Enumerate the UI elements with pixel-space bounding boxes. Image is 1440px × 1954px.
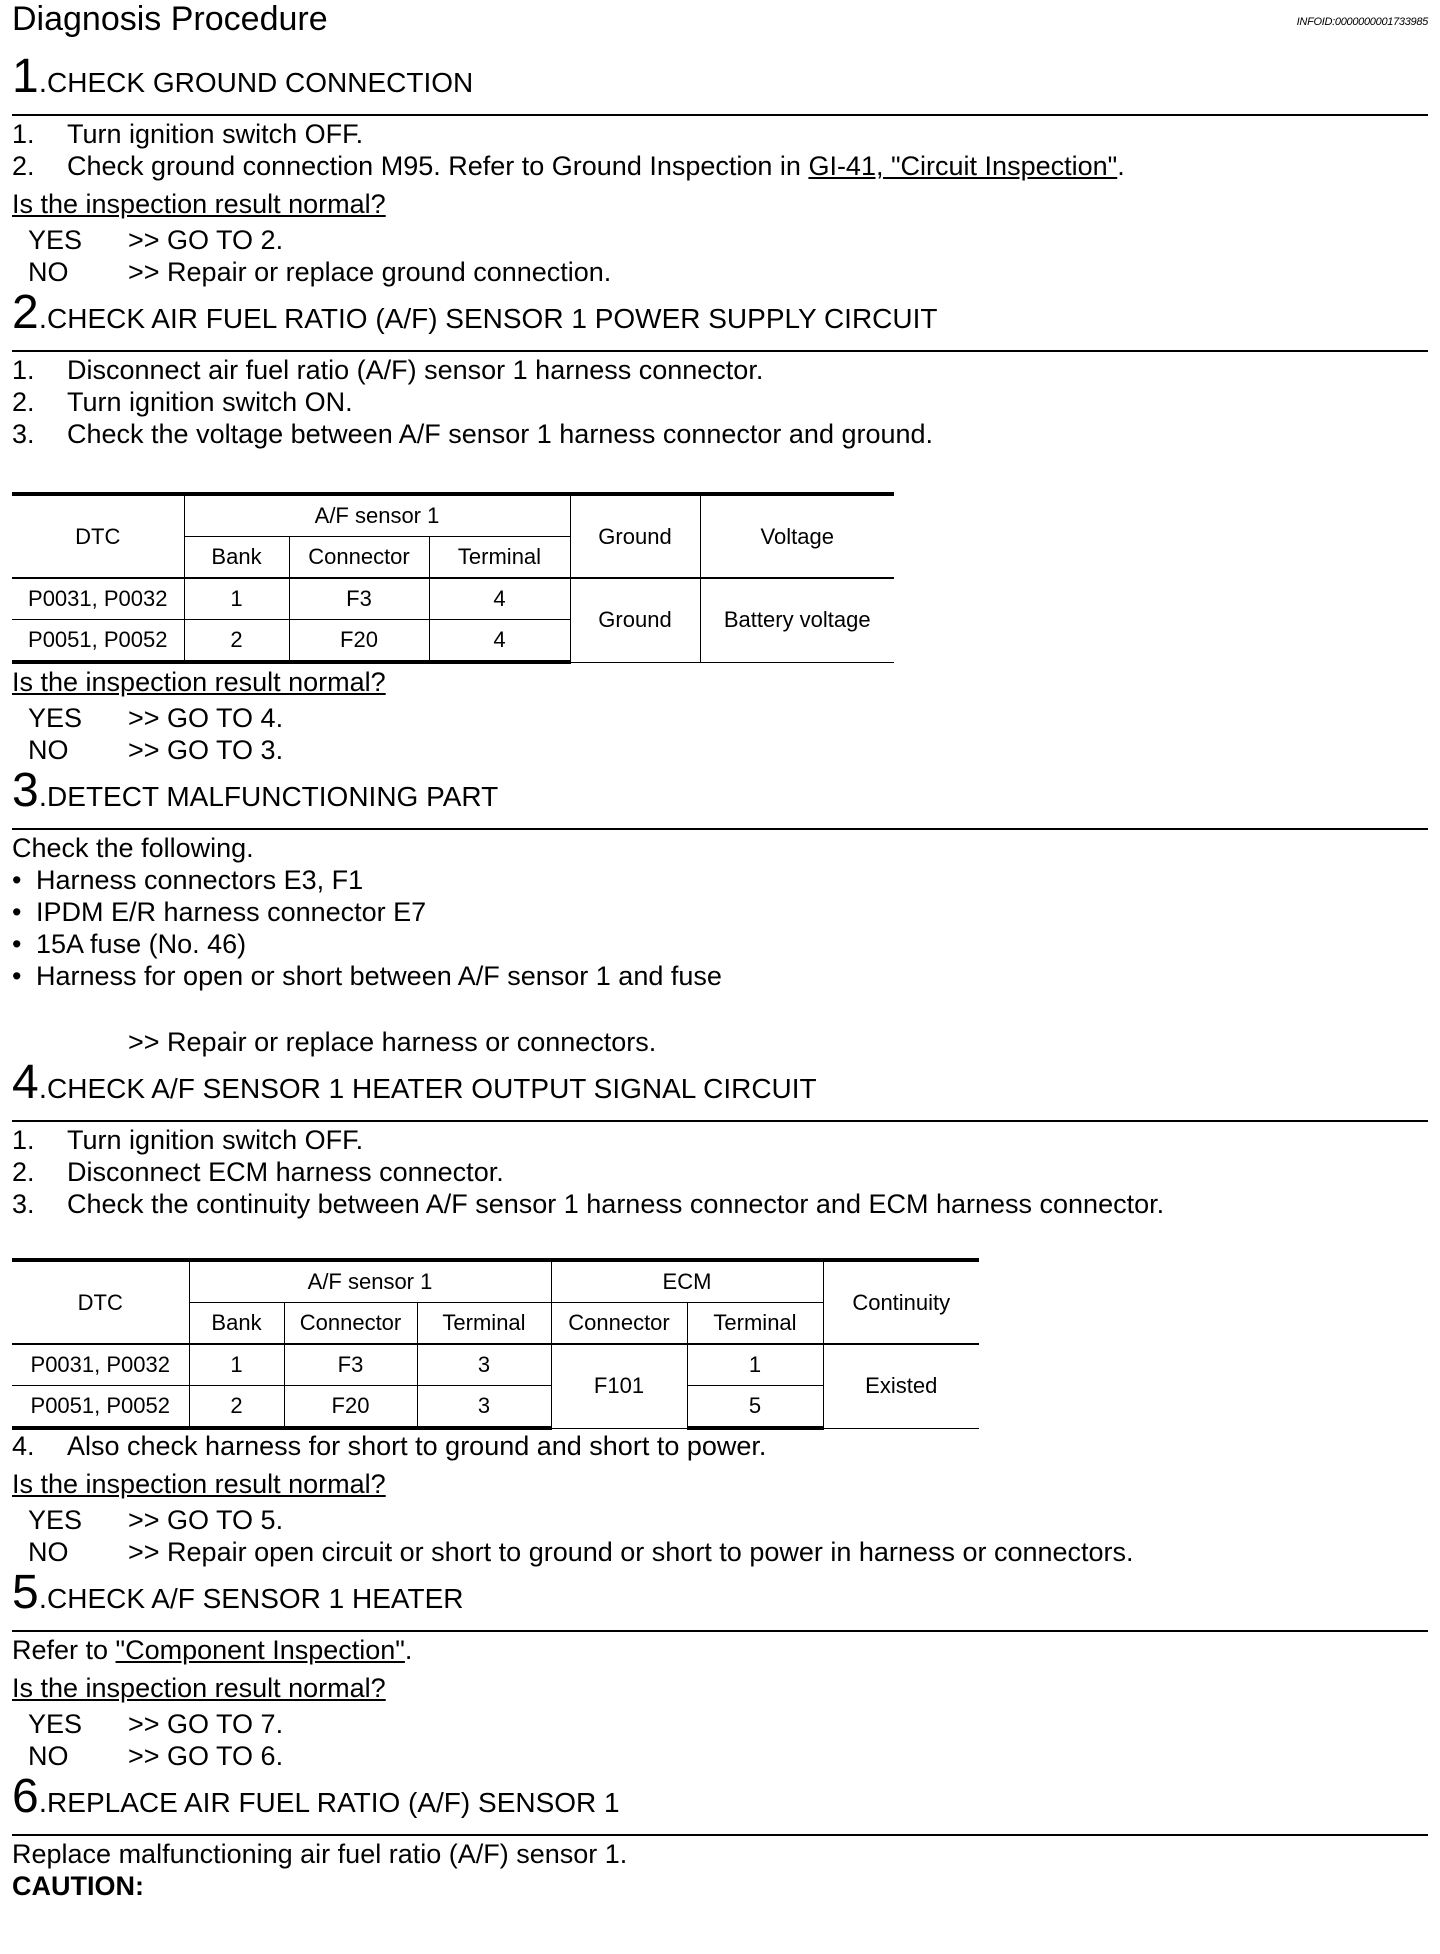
cell-ecm-terminal: 1 bbox=[687, 1344, 823, 1386]
item-text: Check the continuity between A/F sensor 1 harness connector and ECM harness connector. bbox=[67, 1189, 1165, 1219]
yes-answer bbox=[12, 702, 1428, 734]
item-text: Also check harness for short to ground and short to power. bbox=[67, 1431, 767, 1461]
no-answer bbox=[12, 256, 1428, 288]
yes-action: >> GO TO 4. bbox=[128, 703, 284, 733]
item-text: Harness connectors E3, F1 bbox=[36, 865, 364, 895]
cell-dtc: P0031, P0032 bbox=[12, 578, 184, 620]
table-row bbox=[12, 578, 894, 620]
cell-ecm-terminal: 5 bbox=[687, 1386, 823, 1429]
caution-label: CAUTION: bbox=[12, 1871, 144, 1901]
yes-action: >> GO TO 7. bbox=[128, 1709, 284, 1739]
item-text bbox=[67, 150, 1125, 182]
cell-connector: F20 bbox=[289, 620, 429, 663]
header-dtc: DTC bbox=[12, 494, 184, 578]
step-6-text: Replace malfunctioning air fuel ratio (A/F) sensor 1. bbox=[12, 1839, 628, 1869]
inspection-question: Is the inspection result normal? bbox=[12, 1469, 386, 1499]
info-id: INFOID:0000000001733985 bbox=[1296, 16, 1428, 28]
yes-answer bbox=[12, 1504, 1428, 1536]
step-1-instructions bbox=[12, 118, 1428, 182]
cell-dtc: P0031, P0032 bbox=[12, 1344, 189, 1386]
list-item bbox=[12, 1188, 1428, 1220]
step-number: 1 bbox=[12, 50, 39, 103]
header-connector: Connector bbox=[289, 537, 429, 579]
no-label: NO bbox=[28, 257, 69, 287]
cell-bank: 2 bbox=[189, 1386, 284, 1429]
step-title: CHECK A/F SENSOR 1 HEATER bbox=[47, 1583, 464, 1614]
header-ecm-connector: Connector bbox=[551, 1303, 687, 1345]
item-text: Harness for open or short between A/F sensor 1 and fuse bbox=[36, 961, 722, 991]
item-number: 2. bbox=[12, 151, 35, 181]
item-number: 4. bbox=[12, 1431, 35, 1461]
step-3-heading bbox=[12, 766, 1428, 830]
item-text: 15A fuse (No. 46) bbox=[36, 929, 247, 959]
step-5-answers bbox=[12, 1708, 1428, 1772]
list-item bbox=[12, 118, 1428, 150]
item-number: 1. bbox=[12, 119, 35, 149]
step-title: DETECT MALFUNCTIONING PART bbox=[47, 781, 499, 812]
cell-bank: 2 bbox=[184, 620, 289, 663]
bullet: • bbox=[12, 897, 22, 927]
list-item bbox=[12, 896, 1428, 928]
step-6-heading bbox=[12, 1772, 1428, 1836]
table-row bbox=[12, 1344, 979, 1386]
no-answer bbox=[12, 1536, 1428, 1568]
step-title: CHECK AIR FUEL RATIO (A/F) SENSOR 1 POWER SUPPLY CIRCUIT bbox=[47, 303, 938, 334]
cell-ground: Ground bbox=[570, 578, 700, 662]
list-item bbox=[12, 1156, 1428, 1188]
step-2-heading bbox=[12, 288, 1428, 352]
step-dot: . bbox=[38, 1582, 48, 1615]
no-label: NO bbox=[28, 1537, 69, 1567]
bullet: • bbox=[12, 929, 22, 959]
step-4-answers bbox=[12, 1504, 1428, 1568]
header-bank: Bank bbox=[184, 537, 289, 579]
step-dot: . bbox=[38, 780, 48, 813]
step-1-heading bbox=[12, 52, 1428, 116]
list-item bbox=[12, 960, 1428, 992]
item-number: 3. bbox=[12, 1189, 35, 1219]
cell-terminal: 4 bbox=[429, 578, 570, 620]
cell-terminal: 3 bbox=[417, 1386, 551, 1429]
item-text: Turn ignition switch ON. bbox=[67, 387, 353, 417]
header-ecm: ECM bbox=[551, 1260, 823, 1303]
yes-label: YES bbox=[28, 1709, 83, 1739]
header-bank: Bank bbox=[189, 1303, 284, 1345]
yes-label: YES bbox=[28, 225, 83, 255]
inspection-question: Is the inspection result normal? bbox=[12, 667, 386, 697]
header-ground: Ground bbox=[570, 494, 700, 578]
step-4-extra-instruction bbox=[12, 1430, 1428, 1462]
header-af-sensor: A/F sensor 1 bbox=[184, 494, 570, 537]
cell-ecm-connector: F101 bbox=[551, 1344, 687, 1428]
text-post: . bbox=[404, 1635, 413, 1665]
step-4-heading bbox=[12, 1058, 1428, 1122]
cell-bank: 1 bbox=[189, 1344, 284, 1386]
header-ecm-terminal: Terminal bbox=[687, 1303, 823, 1345]
item-number: 1. bbox=[12, 1125, 35, 1155]
voltage-table bbox=[12, 492, 894, 664]
item-number: 2. bbox=[12, 1157, 35, 1187]
step-title: CHECK A/F SENSOR 1 HEATER OUTPUT SIGNAL CIRCUIT bbox=[47, 1073, 817, 1104]
cell-terminal: 4 bbox=[429, 620, 570, 663]
list-item bbox=[12, 150, 1428, 182]
yes-answer bbox=[12, 1708, 1428, 1740]
list-item bbox=[12, 864, 1428, 896]
item-number: 2. bbox=[12, 387, 35, 417]
step-5-text bbox=[12, 1634, 1428, 1666]
component-inspection-link[interactable]: "Component Inspection" bbox=[115, 1635, 405, 1665]
cell-dtc: P0051, P0052 bbox=[12, 620, 184, 663]
inspection-question: Is the inspection result normal? bbox=[12, 1673, 386, 1703]
list-item bbox=[12, 418, 1428, 450]
header-dtc: DTC bbox=[12, 1260, 189, 1344]
document-page bbox=[12, 0, 1428, 1902]
step-number: 3 bbox=[12, 764, 39, 817]
cell-dtc: P0051, P0052 bbox=[12, 1386, 189, 1429]
item-text: Turn ignition switch OFF. bbox=[67, 119, 364, 149]
yes-action: >> GO TO 5. bbox=[128, 1505, 284, 1535]
step-number: 6 bbox=[12, 1770, 39, 1823]
step-dot: . bbox=[38, 302, 48, 335]
list-item bbox=[12, 1430, 1428, 1462]
header-terminal: Terminal bbox=[417, 1303, 551, 1345]
cell-terminal: 3 bbox=[417, 1344, 551, 1386]
yes-label: YES bbox=[28, 703, 83, 733]
item-text-pre: Check ground connection M95. Refer to Ground Inspection in bbox=[67, 151, 809, 181]
step-3-intro: Check the following. bbox=[12, 833, 254, 863]
step-number: 2 bbox=[12, 286, 39, 339]
bullet: • bbox=[12, 961, 22, 991]
cell-connector: F3 bbox=[289, 578, 429, 620]
item-text: Disconnect ECM harness connector. bbox=[67, 1157, 504, 1187]
step-5-heading bbox=[12, 1568, 1428, 1632]
header-continuity: Continuity bbox=[823, 1260, 979, 1344]
step-2-instructions bbox=[12, 354, 1428, 450]
inspection-question: Is the inspection result normal? bbox=[12, 189, 386, 219]
list-item bbox=[12, 354, 1428, 386]
item-text: IPDM E/R harness connector E7 bbox=[36, 897, 427, 927]
step-dot: . bbox=[38, 1072, 48, 1105]
step-3-action: >> Repair or replace harness or connectors. bbox=[128, 1027, 657, 1057]
text-pre: Refer to bbox=[12, 1635, 116, 1665]
header-connector: Connector bbox=[284, 1303, 417, 1345]
cell-connector: F20 bbox=[284, 1386, 417, 1429]
step-1-answers bbox=[12, 224, 1428, 288]
item-text: Check the voltage between A/F sensor 1 harness connector and ground. bbox=[67, 419, 934, 449]
no-label: NO bbox=[28, 735, 69, 765]
no-action: >> GO TO 6. bbox=[128, 1741, 284, 1771]
yes-answer bbox=[12, 224, 1428, 256]
list-item bbox=[12, 386, 1428, 418]
step-4-instructions bbox=[12, 1124, 1428, 1220]
yes-action: >> GO TO 2. bbox=[128, 225, 284, 255]
item-text: Disconnect air fuel ratio (A/F) sensor 1 harness connector. bbox=[67, 355, 764, 385]
header-voltage: Voltage bbox=[700, 494, 894, 578]
step-dot: . bbox=[38, 66, 48, 99]
table-header-row bbox=[12, 494, 894, 537]
list-item bbox=[12, 1124, 1428, 1156]
bullet: • bbox=[12, 865, 22, 895]
list-item bbox=[12, 928, 1428, 960]
step-number: 4 bbox=[12, 1056, 39, 1109]
table-header-row bbox=[12, 1260, 979, 1303]
cell-continuity: Existed bbox=[823, 1344, 979, 1428]
malfunction-check-list bbox=[12, 864, 1428, 992]
no-answer bbox=[12, 1740, 1428, 1772]
page-title: Diagnosis Procedure bbox=[12, 0, 328, 38]
step-2-answers bbox=[12, 702, 1428, 766]
header-af-sensor: A/F sensor 1 bbox=[189, 1260, 551, 1303]
no-action: >> GO TO 3. bbox=[128, 735, 284, 765]
step-title: REPLACE AIR FUEL RATIO (A/F) SENSOR 1 bbox=[47, 1787, 620, 1818]
no-label: NO bbox=[28, 1741, 69, 1771]
continuity-table bbox=[12, 1258, 979, 1430]
no-action: >> Repair or replace ground connection. bbox=[128, 257, 612, 287]
step-title: CHECK GROUND CONNECTION bbox=[47, 67, 474, 98]
step-dot: . bbox=[38, 1786, 48, 1819]
document-header bbox=[12, 0, 1428, 52]
item-number: 1. bbox=[12, 355, 35, 385]
no-action: >> Repair open circuit or short to ground or short to power in harness or connectors. bbox=[128, 1537, 1134, 1567]
cell-voltage: Battery voltage bbox=[700, 578, 894, 662]
no-answer bbox=[12, 734, 1428, 766]
cell-bank: 1 bbox=[184, 578, 289, 620]
circuit-inspection-link[interactable]: GI-41, "Circuit Inspection" bbox=[808, 151, 1118, 181]
item-text: Turn ignition switch OFF. bbox=[67, 1125, 364, 1155]
header-terminal: Terminal bbox=[429, 537, 570, 579]
item-text-post: . bbox=[1117, 151, 1125, 181]
item-number: 3. bbox=[12, 419, 35, 449]
step-number: 5 bbox=[12, 1566, 39, 1619]
yes-label: YES bbox=[28, 1505, 83, 1535]
cell-connector: F3 bbox=[284, 1344, 417, 1386]
